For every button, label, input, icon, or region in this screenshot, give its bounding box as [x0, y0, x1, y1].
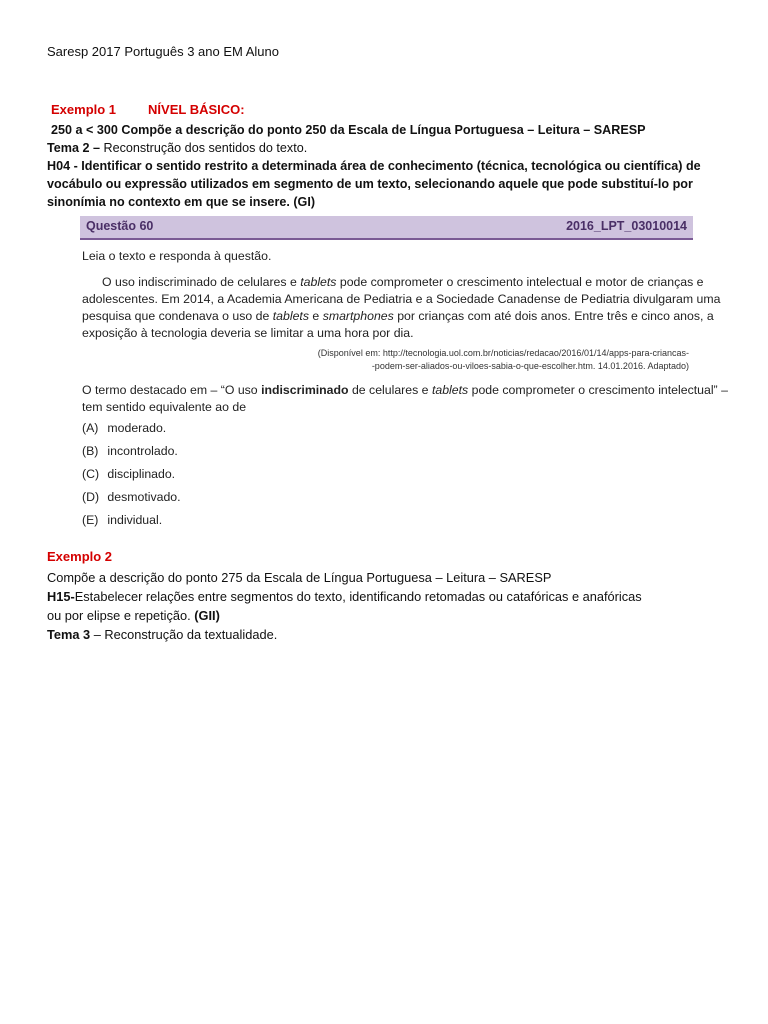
example2-tema	[47, 625, 277, 644]
passage-text: pesquisa que condenava o uso de	[82, 309, 273, 323]
source-line1: (Disponível em: http://tecnologia.uol.com.br/noticias/redacao/2016/01/14/apps-para-criancas-	[317, 348, 689, 358]
page-title: Saresp 2017 Português 3 ano EM Aluno	[47, 44, 279, 59]
stem-text: de celulares e	[348, 383, 432, 397]
option-b[interactable]	[82, 444, 178, 458]
option-letter: (C)	[82, 467, 100, 481]
skill-text: Identificar o sentido restrito a determinada área de conhecimento (técnica, tecnológica ou científica) de	[77, 159, 701, 173]
passage-text: e	[309, 309, 323, 323]
skill-h15-line1	[47, 587, 642, 606]
example2-label: Exemplo 2	[47, 549, 113, 564]
example1-label: Exemplo 1	[51, 102, 117, 117]
example1-tema	[47, 139, 307, 157]
passage-line1	[102, 274, 704, 291]
level-label: NÍVEL BÁSICO:	[148, 102, 245, 117]
skill-code: H04 -	[47, 159, 78, 173]
option-e[interactable]	[82, 513, 162, 527]
passage-italic: tablets	[300, 275, 337, 289]
skill-h15-line2	[47, 606, 220, 625]
question-box	[80, 210, 728, 540]
option-d[interactable]	[82, 490, 181, 504]
skill-h04-line2: vocábulo ou expressão utilizados em segmento de um texto, selecionando aquele que pode substituí-lo por	[47, 177, 693, 191]
passage-text: pode comprometer o crescimento intelectual e motor de crianças e	[336, 275, 704, 289]
tema-text: – Reconstrução da textualidade.	[90, 627, 278, 642]
option-text: moderado.	[107, 421, 167, 435]
skill-level-tag: (GII)	[194, 608, 220, 623]
option-text: desmotivado.	[107, 490, 181, 504]
option-text: individual.	[107, 513, 163, 527]
passage-line2: adolescentes. Em 2014, a Academia Americana de Pediatria e a Sociedade Canadense de Pediatria divulgaram uma	[82, 292, 721, 306]
skill-h04-line1	[47, 157, 701, 175]
stem-text: O termo destacado em – “O uso	[82, 383, 262, 397]
question-stem-line2: tem sentido equivalente ao de	[82, 400, 247, 414]
passage-italic: smartphones	[322, 309, 394, 323]
example2-description: Compõe a descrição do ponto 275 da Escala de Língua Portuguesa – Leitura – SARESP	[47, 570, 552, 585]
passage-text: O uso indiscriminado de celulares e	[102, 275, 301, 289]
source-line2: -podem-ser-aliados-ou-viloes-sabia-o-que-escolher.htm. 14.01.2016. Adaptado)	[371, 361, 689, 371]
tema-label: Tema 3	[47, 627, 91, 642]
option-text: incontrolado.	[107, 444, 178, 458]
passage-line3	[82, 308, 714, 325]
option-letter: (E)	[82, 513, 99, 527]
passage-italic: tablets	[272, 309, 309, 323]
option-c[interactable]	[82, 467, 175, 481]
option-a[interactable]	[82, 421, 166, 435]
option-letter: (A)	[82, 421, 99, 435]
question-instruction: Leia o texto e responda à questão.	[82, 249, 272, 263]
stem-italic: tablets	[431, 383, 469, 397]
score-range-line: 250 a < 300 Compõe a descrição do ponto 250 da Escala de Língua Portuguesa – Leitura – SARESP	[51, 123, 646, 137]
stem-text: pode comprometer o crescimento intelectual” –	[468, 383, 728, 397]
tema-text: Reconstrução dos sentidos do texto.	[99, 141, 308, 155]
skill-text: ou por elipse e repetição.	[47, 608, 195, 623]
skill-text: Estabelecer relações entre segmentos do texto, identificando retomadas ou catafóricas e anafóricas	[74, 589, 642, 604]
stem-highlighted-term: indiscriminado	[261, 383, 349, 397]
passage-text: por crianças com até dois anos. Entre três e cinco anos, a	[393, 309, 714, 323]
passage-line4: exposição à tecnologia deveria se limitar a uma hora por dia.	[82, 326, 414, 340]
option-letter: (B)	[82, 444, 99, 458]
option-letter: (D)	[82, 490, 100, 504]
question-stem-line1	[82, 382, 728, 399]
example1-heading	[51, 102, 245, 117]
tema-label: Tema 2 –	[47, 141, 100, 155]
option-text: disciplinado.	[107, 467, 176, 481]
skill-code: H15-	[47, 589, 75, 604]
question-header	[80, 216, 693, 240]
question-number: Questão 60	[86, 219, 154, 233]
skill-h04-line3: sinonímia no contexto em que se insere. (GI)	[47, 195, 316, 209]
question-code: 2016_LPT_03010014	[566, 219, 687, 233]
